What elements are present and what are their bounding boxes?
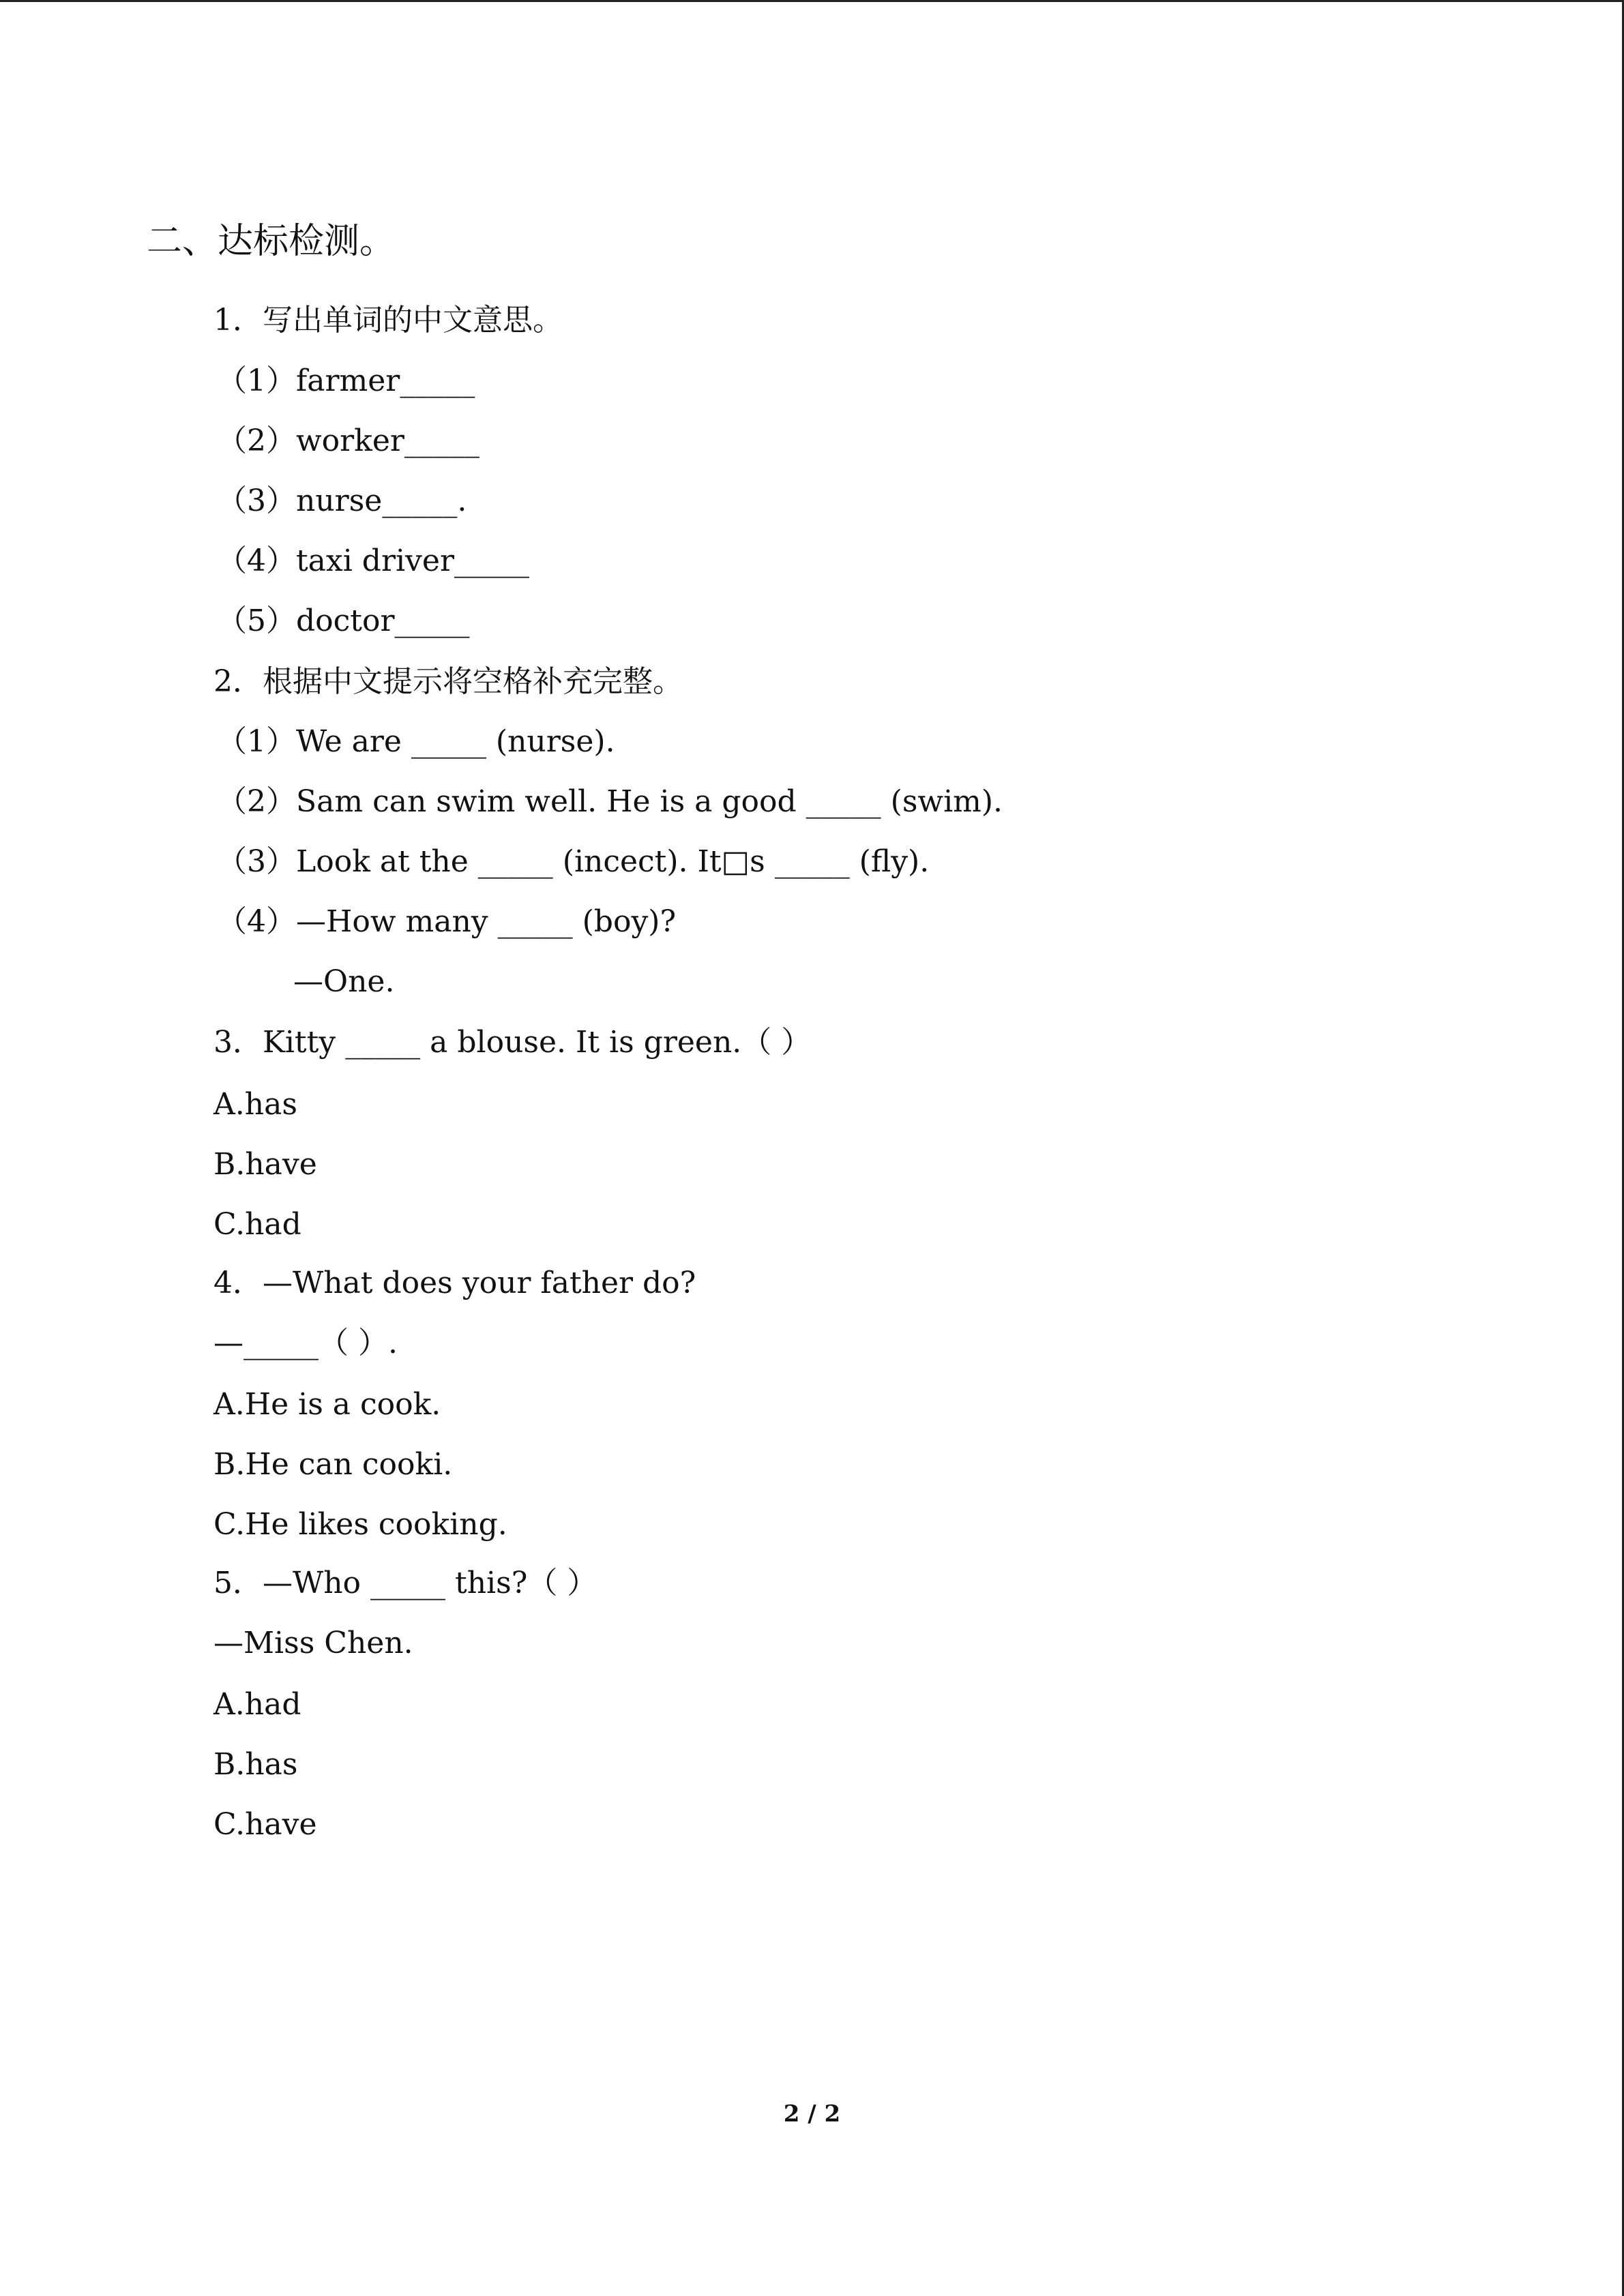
q1-prompt: 1．写出单词的中文意思。 [213,303,563,338]
section-title: 二、达标检测。 [147,221,396,262]
q1-item-4: （4）taxi driver_____ [217,543,529,578]
q4-reply: —_____（ ）. [213,1326,398,1360]
q5-option-c: C.have [213,1807,317,1842]
q4-option-c: C.He likes cooking. [213,1507,507,1542]
q3-option-a: A.has [213,1087,297,1122]
page-number: 2 / 2 [783,2100,841,2128]
q2-prompt: 2．根据中文提示将空格补充完整。 [213,664,683,699]
q1-item-1: （1）farmer_____ [217,363,475,398]
q5-option-b: B.has [213,1747,298,1782]
q1-item-2: （2）worker_____ [217,423,479,458]
q2-item-4-reply: —One. [293,964,395,999]
q2-item-2: （2）Sam can swim well. He is a good _____ (swim). [217,784,1003,819]
q3-option-b: B.have [213,1147,317,1182]
q5-prompt: 5．—Who _____ this?（ ） [213,1566,597,1600]
q1-item-5: （5）doctor_____ [217,603,470,638]
q4-option-a: A.He is a cook. [213,1387,441,1422]
q2-item-3: （3）Look at the _____ (incect). It□s _____ (fly). [217,844,930,879]
q5-reply: —Miss Chen. [213,1626,413,1660]
q3-option-c: C.had [213,1207,301,1242]
q5-option-a: A.had [213,1687,301,1722]
q2-item-4: （4）—How many _____ (boy)? [217,904,677,939]
q4-prompt: 4．—What does your father do? [213,1266,696,1300]
q3-prompt: 3．Kitty _____ a blouse. It is green.（ ） [213,1025,812,1060]
q4-option-b: B.He can cooki. [213,1447,453,1482]
q2-item-1: （1）We are _____ (nurse). [217,724,615,759]
q1-item-3: （3）nurse_____. [217,483,467,518]
